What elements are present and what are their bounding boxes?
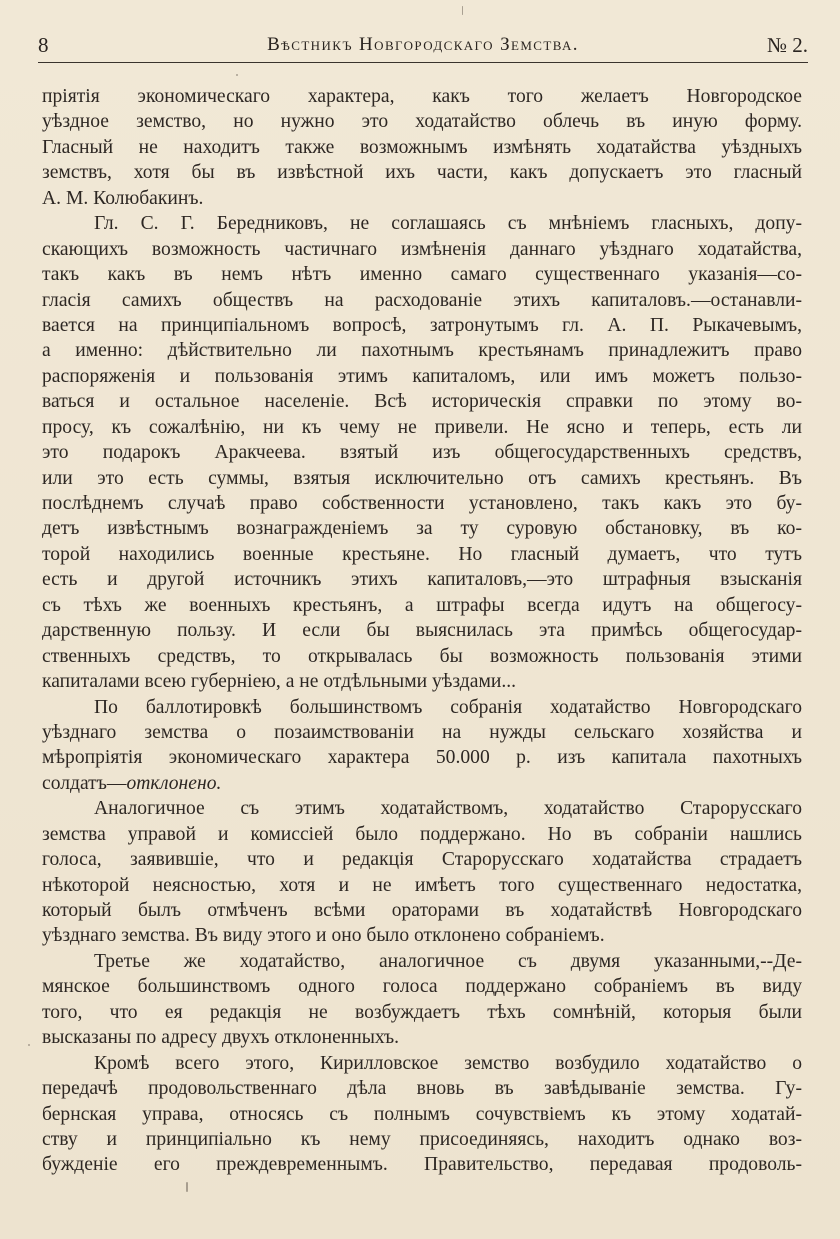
paper-speck	[186, 1182, 188, 1192]
text-line: есть и другой источникъ этихъ капиталовъ,—это штрафныя взысканія	[42, 569, 802, 591]
text-line: бернская управа, относясь съ полнымъ сочувствіемъ къ этому ходатай-	[42, 1103, 802, 1125]
paper-speck	[28, 1044, 30, 1046]
text-line: пріятія экономическаго характера, какъ того желаетъ Новгородское	[42, 86, 802, 107]
text-line: или это есть суммы, взятыя исключительно отъ самихъ крестьянъ. Въ	[42, 467, 802, 489]
text-line: бужденіе его преждевременнымъ. Правительство, передавая продоволь-	[42, 1154, 802, 1176]
text-line: а именно: дѣйствительно ли пахотнымъ крестьянамъ принадлежитъ право	[42, 340, 802, 362]
text-line: А. М. Колюбакинъ.	[42, 187, 204, 209]
paper-speck	[236, 74, 238, 76]
text-line: скающихъ возможность частичнаго измѣненія даннаго уѣзднаго ходатайства,	[42, 238, 802, 260]
text-line: капиталами всею губерніею, а не отдѣльными уѣздами...	[42, 671, 517, 693]
paragraph-start: Аналогичное съ этимъ ходатайствомъ, ходатайство Старорусскаго	[94, 798, 802, 820]
text-line: нѣкоторой неясностью, хотя и не имѣетъ того существеннаго недостатка,	[42, 874, 802, 896]
text-line: дарственную пользу. И если бы выяснилась эта примѣсь общегосудар-	[42, 620, 802, 642]
text-line: того, что ея редакція не возбуждаетъ тѣхъ сомнѣній, которыя были	[42, 1001, 802, 1023]
text-line: мянское большинствомъ одного голоса поддержано собраніемъ въ виду	[42, 976, 802, 998]
text-line: ству и принципіально къ нему присоединяясь, находитъ однако воз-	[42, 1128, 802, 1150]
emphasis-text: отклонено.	[126, 772, 222, 794]
text-line: высказаны по адресу двухъ отклоненныхъ.	[42, 1027, 400, 1049]
text-line: земства управой и комиссіей было поддержано. Но въ собраніи нашлись	[42, 823, 802, 845]
text-line: торой находились военные крестьяне. Но гласный думаетъ, что тутъ	[42, 543, 802, 565]
paper-speck	[462, 6, 463, 15]
paragraph-start: Третье же ходатайство, аналогичное съ двумя указанными,--Де-	[94, 950, 802, 972]
text-line: Гласный не находитъ также возможнымъ измѣнять ходатайства уѣздныхъ	[42, 136, 802, 158]
text-line: передачѣ продовольственнаго дѣла вновь въ завѣдываніе земства. Гу-	[42, 1078, 802, 1100]
text-line: это подарокъ Аракчеева. взятый изъ общегосударственныхъ средствъ,	[42, 442, 802, 464]
text-line: земствъ, хотя бы въ извѣстной ихъ части, какъ допускаетъ это гласный	[42, 162, 802, 184]
text-line	[42, 771, 802, 796]
page-number: 8	[38, 33, 49, 57]
text-line: съ тѣхъ же военныхъ крестьянъ, а штрафы всегда идутъ на общегосу-	[42, 594, 802, 616]
text-line: вается на принципіальномъ вопросѣ, затронутымъ гл. А. П. Рыкачевымъ,	[42, 314, 802, 336]
text-line: уѣздное земство, но нужно это ходатайство облечь въ иную форму.	[42, 111, 802, 133]
text-line: ваться и остальное населеніе. Всѣ историческія справки по этому во-	[42, 391, 802, 413]
text-line: такъ какъ въ немъ нѣтъ именно самаго существеннаго указанія—со-	[42, 264, 802, 286]
text-line: уѣзднаго земства о позаимствованіи на нужды сельскаго хозяйства и	[42, 721, 802, 743]
text-line: гласія самихъ обществъ на расходованіе этихъ капиталовъ.—останавли-	[42, 289, 802, 311]
text-line: уѣзднаго земства. Въ виду этого и оно было отклонено собраніемъ.	[42, 925, 605, 947]
text-line: голоса, заявившіе, что и редакція Старорусскаго ходатайства страдаетъ	[42, 849, 802, 871]
text-line: ственныхъ средствъ, то открывалась бы возможность пользованія этими	[42, 645, 802, 667]
text-line: который былъ отмѣченъ всѣми ораторами въ ходатайствѣ Новгородскаго	[42, 900, 802, 921]
text-line: послѣднемъ случаѣ право собственности установлено, такъ какъ это бу-	[42, 493, 802, 514]
running-title: Вѣстникъ Новгородскаго Земства.	[267, 34, 579, 55]
page-header	[38, 33, 808, 59]
text-line: мѣропріятія экономическаго характера 50.000 р. изъ капитала пахотныхъ	[42, 747, 802, 769]
text-fragment: солдатъ—	[42, 772, 127, 794]
text-line: распоряженія и пользованія этимъ капиталомъ, или имъ можетъ пользо-	[42, 365, 802, 387]
paragraph-start: Кромѣ всего этого, Кирилловское земство возбудило ходатайство о	[94, 1052, 802, 1074]
issue-number: № 2.	[766, 33, 808, 57]
text-line: просу, къ сожалѣнію, ни къ чему не привели. Не ясно и теперь, есть ли	[42, 416, 802, 438]
header-rule	[38, 62, 808, 63]
paragraph-start: Гл. С. Г. Бередниковъ, не соглашаясь съ мнѣніемъ гласныхъ, допу-	[94, 213, 802, 235]
body-text	[42, 84, 802, 1178]
paragraph-start: По баллотировкѣ большинствомъ собранія ходатайство Новгородскаго	[94, 696, 802, 718]
text-line: детъ извѣстнымъ вознагражденіемъ за ту суровую обстановку, въ ко-	[42, 518, 802, 540]
